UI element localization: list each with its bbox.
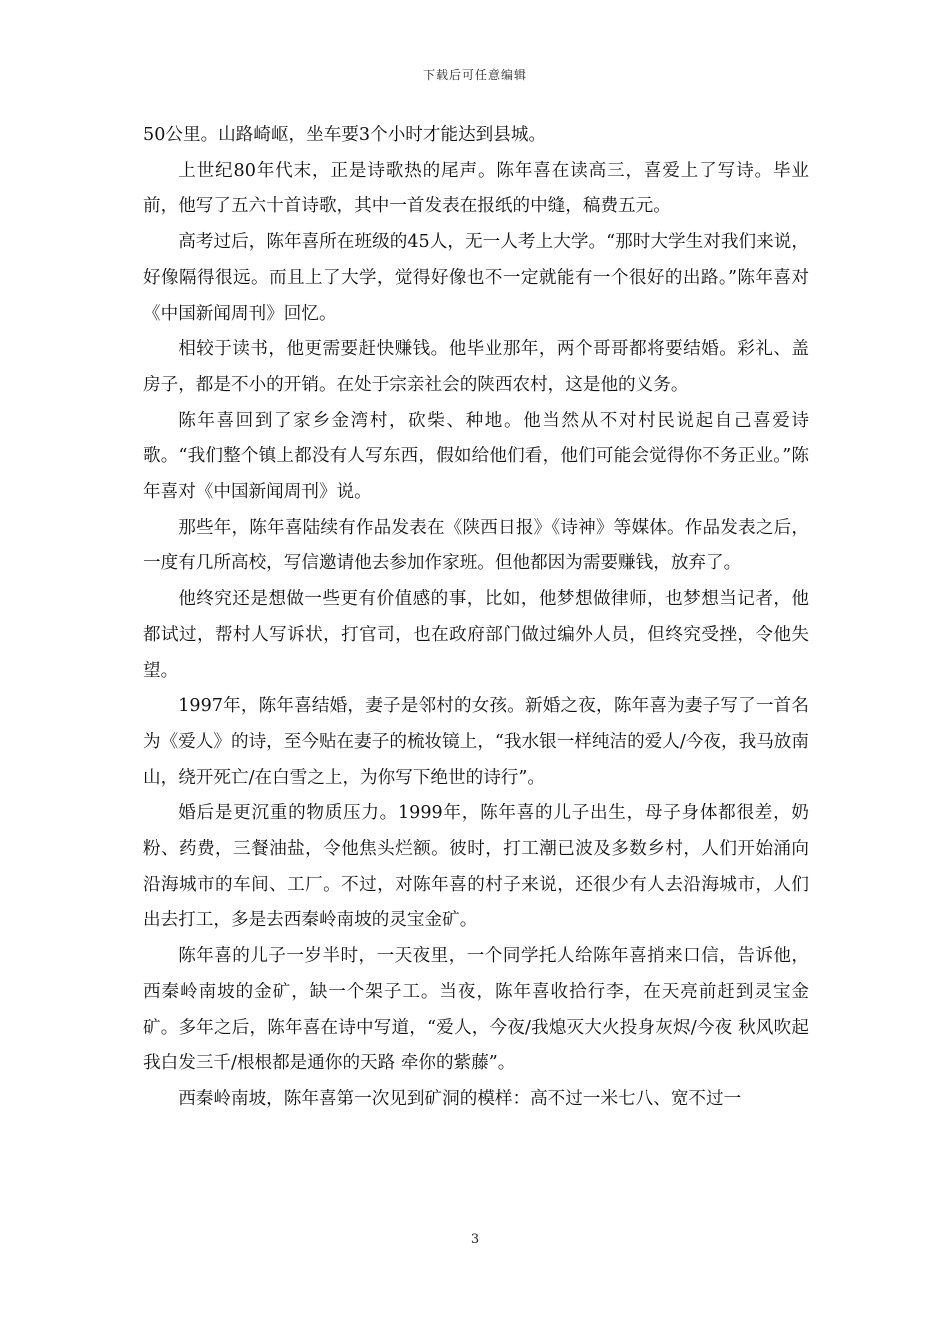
paragraph-9: 婚后是更沉重的物质压力。1999年，陈年喜的儿子出生，母子身体都很差，奶粉、药费，三餐油盐，令他焦头烂额。彼时，打工潮已波及多数乡村，人们开始涌向沿海城市的车间、工厂。不过，对陈年喜的村子来说，还很少有人去沿海城市，人们出去打工，多是去西秦岭南坡的灵宝金矿。 — [143, 803, 809, 931]
page-number: 3 — [470, 1232, 480, 1247]
paragraph-3: 高考过后，陈年喜所在班级的45人，无一人考上大学。“那时大学生对我们来说，好像隔得很远。而且上了大学，觉得好像也不一定就能有一个很好的出路。”陈年喜对《中国新闻周刊》回忆。 — [143, 232, 809, 324]
paragraph-1: 50公里。山路崎岖，坐车要3个小时才能达到县城。 — [143, 125, 547, 145]
paragraph-10: 陈年喜的儿子一岁半时，一天夜里，一个同学托人给陈年喜捎来口信，告诉他，西秦岭南坡的金矿，缺一个架子工。当夜，陈年喜收拾行李，在天亮前赶到灵宝金矿。多年之后，陈年喜在诗中写道，“爱人，今夜/我熄灭大火投身灰烬/今夜 秋风吹起我白发三千/根根都是通你的天路 牵你的紫藤”。 — [143, 946, 809, 1074]
paragraph-4: 相较于读书，他更需要赶快赚钱。他毕业那年，两个哥哥都将要结婚。彩礼、盖房子，都是不小的开销。在处于宗亲社会的陕西农村，这是他的义务。 — [143, 339, 809, 395]
paragraph-2: 上世纪80年代末，正是诗歌热的尾声。陈年喜在读高三，喜爱上了写诗。毕业前，他写了五六十首诗歌，其中一首发表在报纸的中缝，稿费五元。 — [143, 160, 809, 217]
page-header: 下载后可任意编辑 — [422, 68, 527, 82]
paragraph-6: 那些年，陈年喜陆续有作品发表在《陕西日报》《诗神》等媒体。作品发表之后，一度有几所高校，写信邀请他去参加作家班。但他都因为需要赚钱，放弃了。 — [143, 517, 809, 574]
paragraph-11: 西秦岭南坡，陈年喜第一次见到矿洞的模样：高不过一米七八、宽不过一 — [178, 1088, 742, 1109]
paragraph-5: 陈年喜回到了家乡金湾村，砍柴、种地。他当然从不对村民说起自己喜爱诗歌。“我们整个镇上都没有人写东西，假如给他们看，他们可能会觉得你不务正业。”陈年喜对《中国新闻周刊》说。 — [143, 410, 809, 503]
paragraph-7: 他终究还是想做一些更有价值感的事，比如，他梦想做律师，也梦想当记者，他都试过，帮村人写诉状，打官司，也在政府部门做过编外人员，但终究受挫，令他失望。 — [143, 589, 809, 681]
paragraph-8: 1997年，陈年喜结婚，妻子是邻村的女孩。新婚之夜，陈年喜为妻子写了一首名为《爱人》的诗，至今贴在妻子的梳妆镜上，“我水银一样纯洁的爱人/今夜，我马放南山，绕开死亡/在白雪之上，为你写下绝世的诗行”。 — [143, 696, 809, 788]
document-body — [143, 118, 809, 1118]
